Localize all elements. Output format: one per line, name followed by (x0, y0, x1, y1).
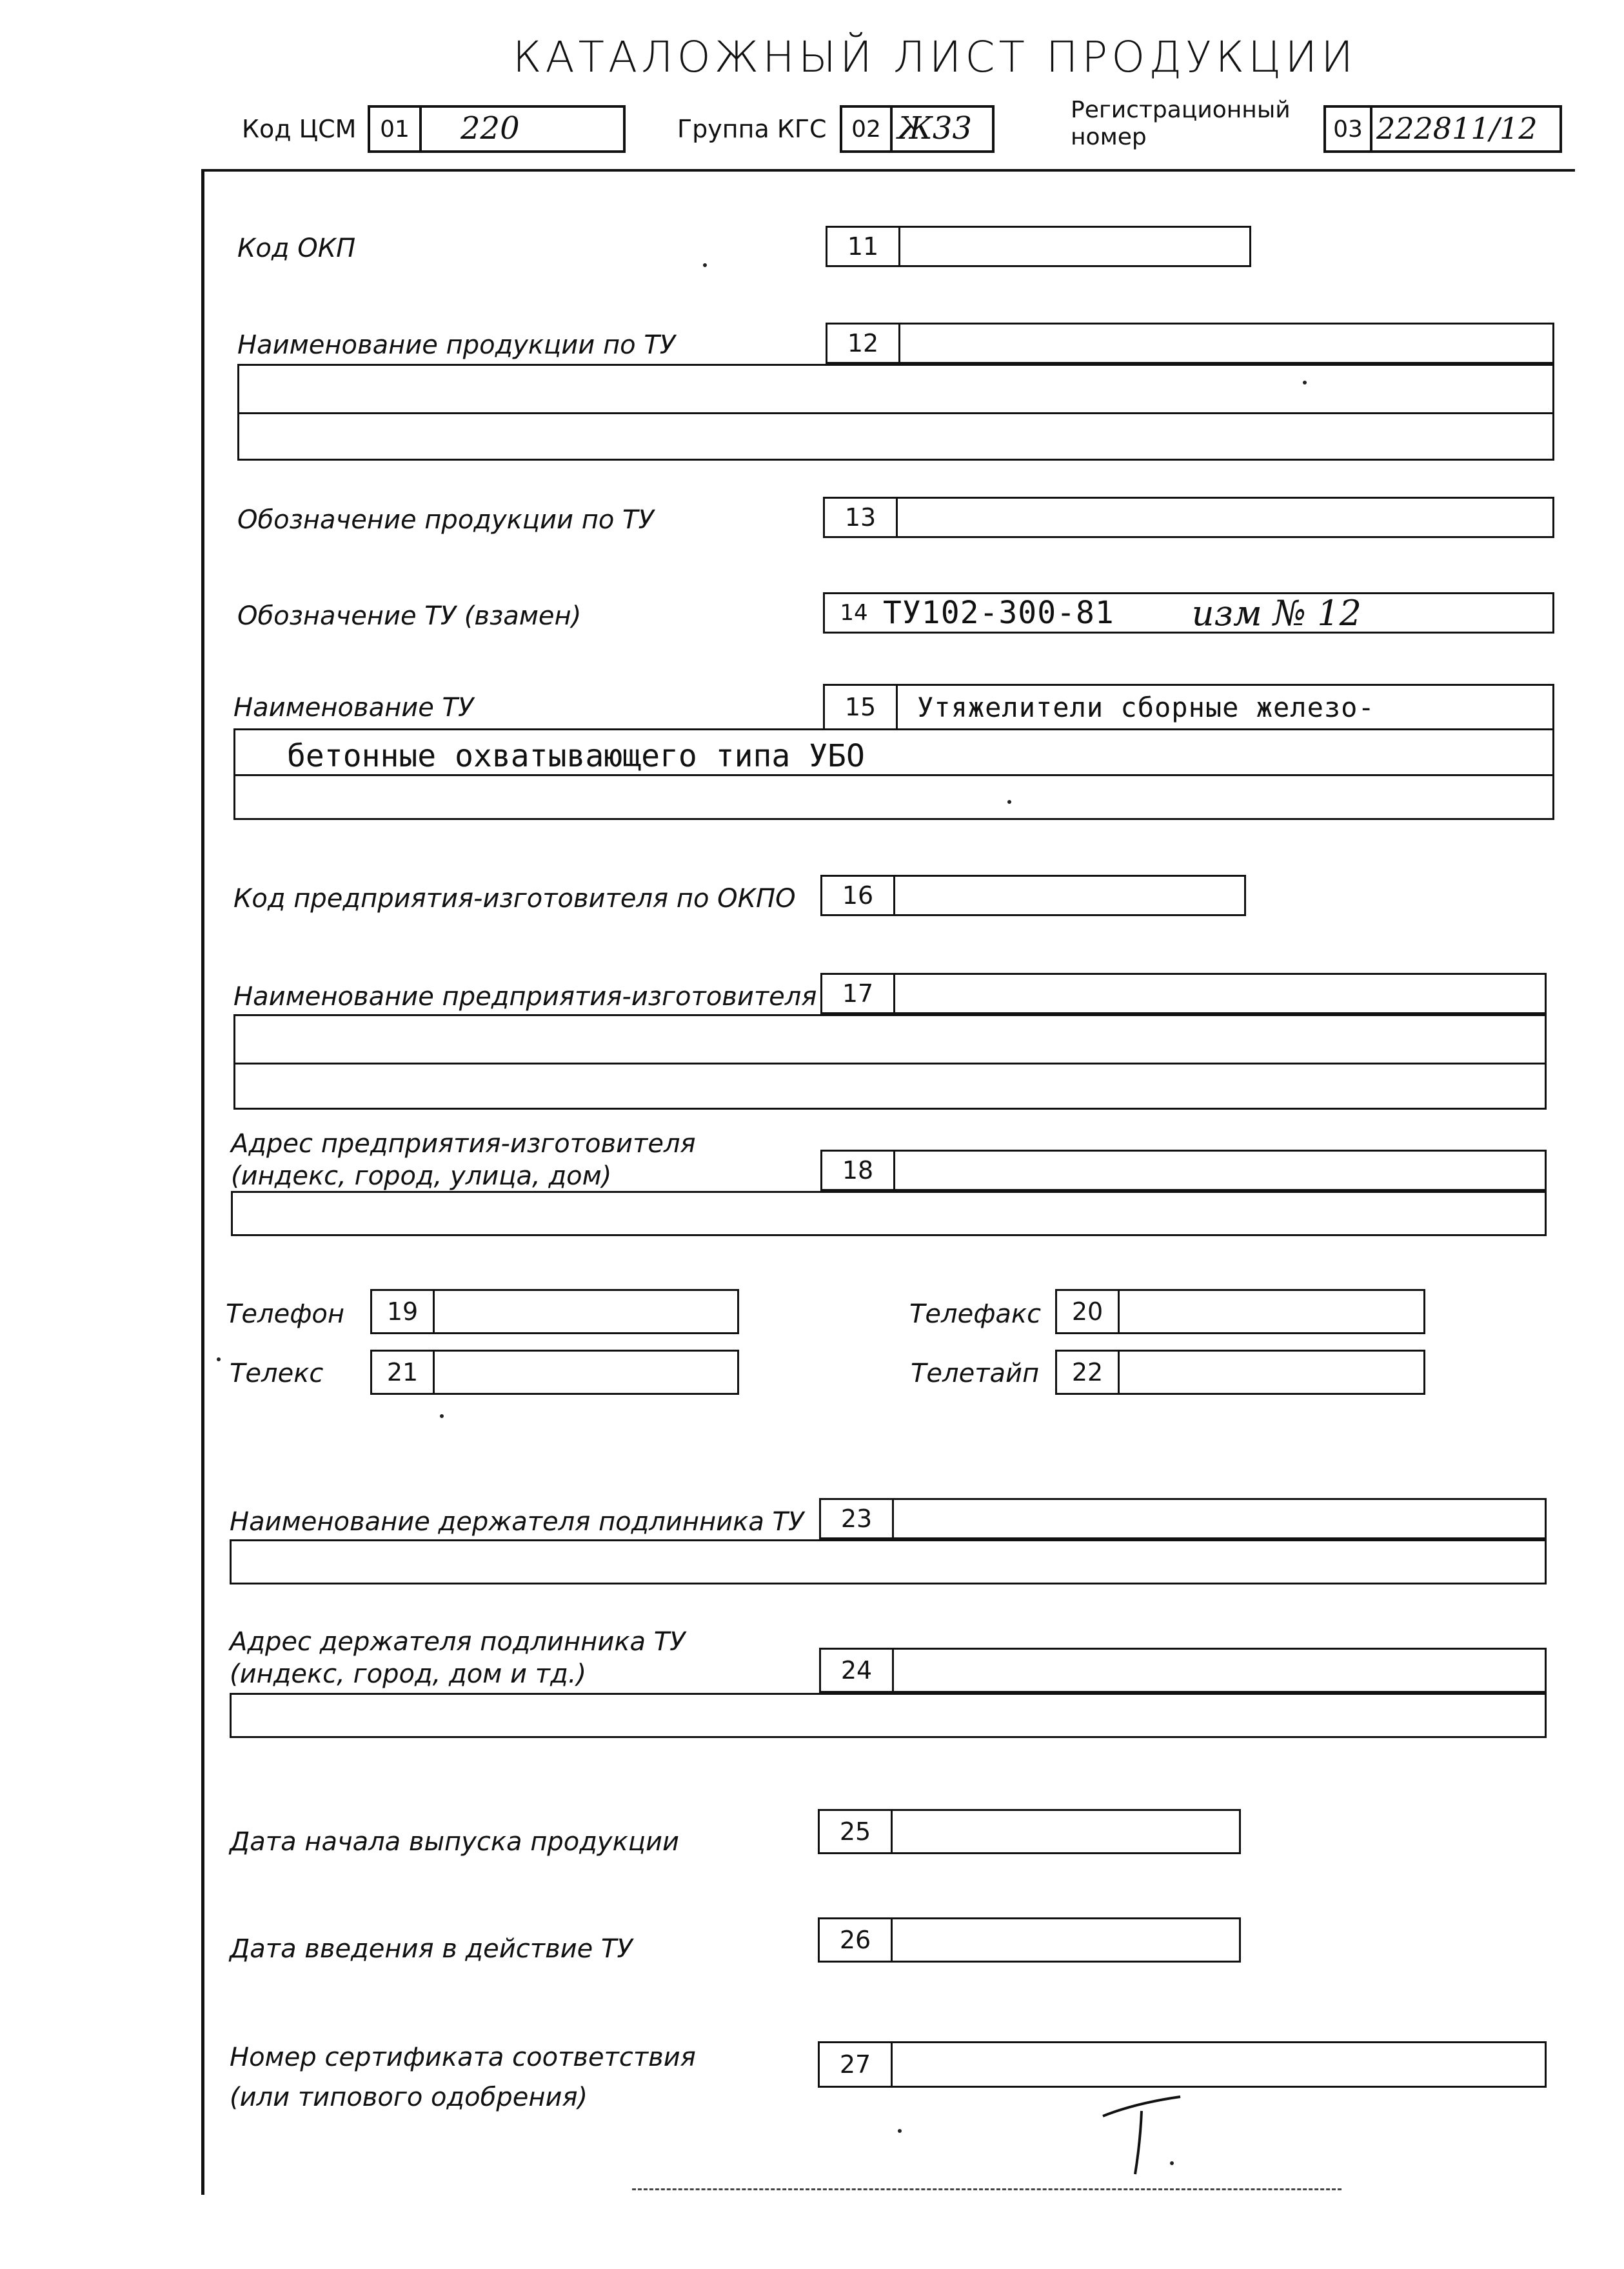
field-22-box[interactable] (1055, 1350, 1425, 1395)
field-16-box[interactable] (820, 875, 1246, 916)
field-12-box[interactable] (826, 323, 1554, 364)
field-21-box[interactable] (370, 1350, 739, 1395)
field-25-num: 25 (820, 1811, 893, 1852)
reg-label-line1: Регистрационный (1071, 97, 1291, 123)
field-17-extension[interactable] (233, 1014, 1547, 1110)
field-16-label: Код предприятия-изготовителя по ОКПО (233, 884, 796, 914)
field-24-label-line1: Адрес держателя подлинника ТУ (230, 1627, 686, 1657)
field-27-num: 27 (820, 2043, 893, 2086)
field-17-num: 17 (822, 975, 895, 1012)
field-20-label: Телефакс (909, 1299, 1042, 1329)
field-13-label: Обозначение продукции по ТУ (237, 505, 654, 535)
field-25-value (893, 1811, 1239, 1852)
field-27-value (893, 2043, 1545, 2086)
field-11-label: Код ОКП (237, 234, 356, 263)
field-19-label: Телефон (226, 1299, 345, 1329)
field-15-extension[interactable] (233, 728, 1554, 820)
field-21-value (435, 1352, 737, 1393)
scan-speck (1007, 800, 1011, 804)
csm-value: 220 (460, 110, 520, 146)
frame-bottom-border (632, 2188, 1342, 2192)
field-27-label (230, 2037, 696, 2117)
field-11-box[interactable] (826, 226, 1251, 267)
field-12-label: Наименование продукции по ТУ (237, 330, 676, 360)
field-22-num: 22 (1057, 1352, 1120, 1393)
field-17-label: Наименование предприятия-изготовителя (233, 982, 817, 1012)
field-20-value (1120, 1291, 1423, 1332)
field-24-label-line2: (индекс, город, дом и тд.) (230, 1659, 587, 1689)
field-24-extension[interactable] (230, 1693, 1547, 1738)
scan-speck (440, 1414, 444, 1418)
frame-top-border (201, 169, 1575, 172)
field-26-num: 26 (820, 1919, 893, 1961)
field-14-num: 14 (840, 600, 868, 626)
field-20-num: 20 (1057, 1291, 1120, 1332)
field-27-label-line2: (или типового одобрения) (230, 2083, 588, 2112)
field-15-line2 (235, 728, 1552, 776)
field-26-label: Дата введения в действие ТУ (230, 1934, 633, 1964)
field-23-extension[interactable] (230, 1539, 1547, 1584)
field-23-box[interactable] (819, 1498, 1547, 1539)
field-17-box[interactable] (820, 973, 1547, 1014)
field-25-box[interactable] (818, 1809, 1241, 1854)
field-17-value (895, 975, 1545, 1012)
csm-label: Код ЦСМ (242, 115, 357, 143)
reg-label (1071, 97, 1291, 151)
field-18-label (231, 1128, 696, 1192)
field-18-extension[interactable] (231, 1191, 1547, 1236)
field-14-label: Обозначение ТУ (взамен) (237, 601, 582, 631)
field-16-num: 16 (822, 877, 895, 914)
field-19-box[interactable] (370, 1289, 739, 1334)
field-15-num: 15 (825, 686, 898, 728)
field-15-value-line1: Утяжелители сборные железо- (917, 691, 1375, 723)
field-21-label: Телекс (230, 1359, 324, 1388)
reg-field[interactable] (1323, 105, 1562, 153)
field-16-value (895, 877, 1244, 914)
scan-speck (217, 1357, 221, 1361)
field-11-value (900, 228, 1249, 265)
field-27-box[interactable] (818, 2041, 1547, 2088)
field-22-value (1120, 1352, 1423, 1393)
frame-left-border (201, 169, 204, 2195)
scan-speck (898, 2129, 902, 2133)
field-18-num: 18 (822, 1152, 895, 1189)
field-11-num: 11 (827, 228, 900, 265)
field-14-value-wrap (883, 594, 1552, 632)
field-26-value (893, 1919, 1239, 1961)
reg-num: 03 (1326, 108, 1372, 150)
field-24-box[interactable] (819, 1648, 1547, 1693)
scan-speck (1170, 2161, 1174, 2165)
field-12-value (900, 325, 1552, 362)
field-23-num: 23 (821, 1500, 894, 1537)
field-18-box[interactable] (820, 1150, 1547, 1191)
reg-value: 222811/12 (1376, 111, 1538, 146)
kgs-field[interactable] (840, 105, 995, 153)
field-25-label: Дата начала выпуска продукции (230, 1827, 679, 1857)
page-title: КАТАЛОЖНЫЙ ЛИСТ ПРОДУКЦИИ (513, 32, 1357, 82)
field-24-label (230, 1626, 686, 1690)
field-15-value-line2: бетонные охватывающего типа УБО (287, 738, 865, 774)
field-14-value: ТУ102-300-81 (883, 595, 1114, 631)
field-13-value (898, 499, 1552, 536)
field-14-note: изм № 12 (1191, 592, 1362, 634)
field-18-value (895, 1152, 1545, 1189)
field-26-box[interactable] (818, 1917, 1241, 1963)
csm-field[interactable] (368, 105, 626, 153)
field-23-label: Наименование держателя подлинника ТУ (230, 1507, 804, 1537)
kgs-value: Ж33 (898, 110, 973, 146)
field-18-label-line1: Адрес предприятия-изготовителя (231, 1129, 696, 1159)
csm-num: 01 (370, 108, 422, 150)
signature-mark (1096, 2090, 1200, 2187)
field-19-num: 19 (372, 1291, 435, 1332)
scan-speck (703, 263, 707, 267)
field-15-box[interactable] (823, 684, 1554, 730)
field-14-box[interactable] (823, 592, 1554, 634)
reg-label-line2: номер (1071, 124, 1147, 150)
field-15-label: Наименование ТУ (233, 693, 474, 723)
field-24-value (894, 1650, 1545, 1691)
field-27-label-line1: Номер сертификата соответствия (230, 2043, 696, 2072)
field-19-value (435, 1291, 737, 1332)
field-13-box[interactable] (823, 497, 1554, 538)
field-17-line (235, 1063, 1545, 1110)
field-18-label-line2: (индекс, город, улица, дом) (231, 1161, 612, 1191)
field-22-label: Телетайп (911, 1359, 1040, 1388)
field-12-num: 12 (827, 325, 900, 362)
kgs-num: 02 (842, 108, 893, 150)
kgs-label: Группа КГС (677, 115, 827, 143)
field-13-num: 13 (825, 499, 898, 536)
field-21-num: 21 (372, 1352, 435, 1393)
scan-speck (1303, 381, 1307, 385)
field-20-box[interactable] (1055, 1289, 1425, 1334)
field-24-num: 24 (821, 1650, 894, 1691)
field-12-extension[interactable] (237, 364, 1554, 461)
field-12-line (239, 412, 1552, 459)
field-23-value (894, 1500, 1545, 1537)
